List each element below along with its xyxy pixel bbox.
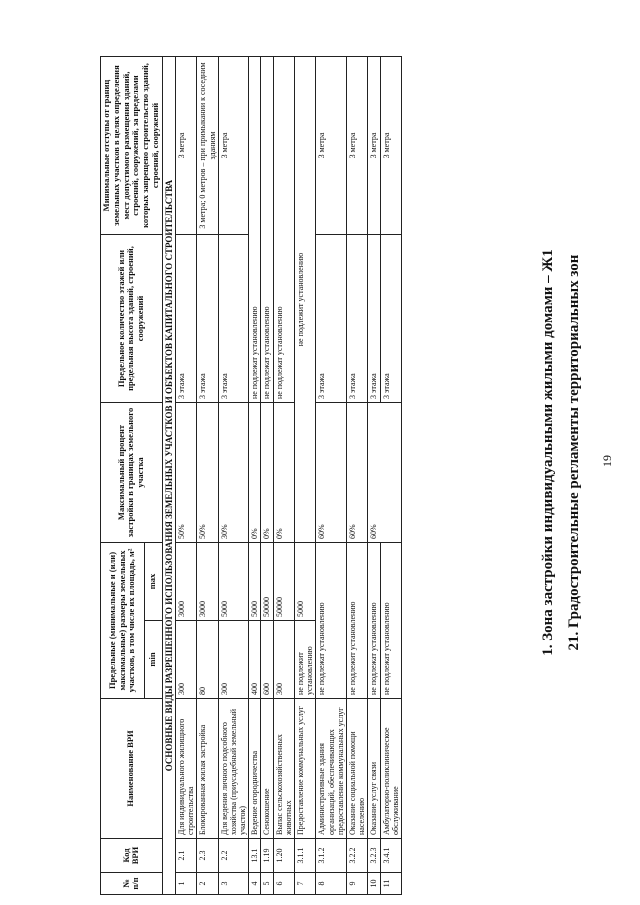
cell-floors-setback: не подлежат установлению: [261, 57, 273, 403]
col-sizes: Предельные (минимальные и (или) максимальные) размеры земельных участков, в том числе их площадь, м²: [101, 543, 145, 699]
table-row: [295, 57, 316, 895]
cell-max: 3000: [197, 543, 218, 621]
regulations-table: [100, 56, 402, 895]
cell-num: 6: [273, 873, 294, 895]
heading-regulations: 21. Градостроительные регламенты территориальных зон: [566, 254, 582, 651]
cell-name: Административные здания организаций, обеспечивающих предоставление коммунальных услуг: [316, 699, 347, 839]
cell-percent: 60%: [346, 403, 367, 543]
cell-name: Для ведения личного подсобного хозяйства (приусадебный земельный участок): [218, 699, 249, 839]
cell-min: 300: [175, 621, 196, 699]
cell-max: 5000: [249, 543, 261, 621]
col-max: max: [145, 543, 162, 621]
cell-code: 1.19: [261, 839, 273, 873]
cell-floors-setback: не подлежат установлению: [249, 57, 261, 403]
table-row: [316, 57, 347, 895]
header-row: [101, 57, 145, 895]
cell-percent-floors-setback: не подлежит установлению: [295, 57, 316, 543]
cell-code: 3.4.1: [380, 839, 401, 873]
cell-max: 50000: [261, 543, 273, 621]
cell-name: Сенокошение: [261, 699, 273, 839]
cell-min: 300: [273, 621, 294, 699]
cell-setback: 3 метра: [175, 57, 196, 235]
cell-code: 3.2.2: [346, 839, 367, 873]
cell-minmax: не подлежат установлению: [380, 543, 401, 699]
cell-min: 80: [197, 621, 218, 699]
cell-percent: 0%: [261, 403, 273, 543]
cell-percent: 50%: [175, 403, 196, 543]
cell-min: 300: [218, 621, 249, 699]
cell-floors: 3 этажа: [346, 235, 367, 403]
cell-percent: 60%: [316, 403, 347, 543]
cell-num: 11: [380, 873, 401, 895]
cell-num: 10: [368, 873, 380, 895]
col-setback: Минимальные отступы от границ земельных участков в целях определения мест допустимого размещения зданий, строений, сооружений, за пределами которых запрещено строительство зданий, строений, сооружений: [101, 57, 163, 235]
cell-code: 2.2: [218, 839, 249, 873]
cell-name: Амбулаторно-поликлиническое обслуживание: [380, 699, 401, 839]
cell-floors: 3 этажа: [197, 235, 218, 403]
cell-name: Блокированная жилая застройка: [197, 699, 218, 839]
cell-min: 600: [261, 621, 273, 699]
col-floors: Предельное количество этажей или предельная высота зданий, строений, сооружений: [101, 235, 163, 403]
col-name: Наименование ВРИ: [101, 699, 163, 839]
cell-setback: 3 метра; 0 метров – при примыкании к соседним зданиям: [197, 57, 218, 235]
cell-code: 3.1.2: [316, 839, 347, 873]
cell-code: 2.3: [197, 839, 218, 873]
cell-percent: 0%: [249, 403, 261, 543]
table-row: [175, 57, 196, 895]
cell-name: Оказание социальной помощи населению: [346, 699, 367, 839]
col-num: № п/п: [101, 873, 163, 895]
cell-setback: 3 метра: [218, 57, 249, 235]
cell-name: Предоставление коммунальных услуг: [295, 699, 316, 839]
cell-max: 3000: [175, 543, 196, 621]
cell-percent: 30%: [218, 403, 249, 543]
cell-name: Оказание услуг связи: [368, 699, 380, 839]
cell-max: 5000: [218, 543, 249, 621]
cell-floors: 3 этажа: [368, 235, 380, 403]
cell-percent: 60%: [368, 403, 402, 543]
col-code: Код ВРИ: [101, 839, 163, 873]
cell-setback: 3 метра: [380, 57, 401, 235]
cell-num: 1: [175, 873, 196, 895]
section-row: [162, 57, 175, 895]
cell-minmax: не подлежат установлению: [368, 543, 380, 699]
cell-num: 5: [261, 873, 273, 895]
table-row: [249, 57, 261, 895]
cell-num: 9: [346, 873, 367, 895]
table-row: [218, 57, 249, 895]
cell-num: 7: [295, 873, 316, 895]
cell-minmax: не подлежит установлению: [346, 543, 367, 699]
table-row: [261, 57, 273, 895]
heading-zone: 1. Зона застройки индивидуальными жилыми домами – Ж1: [540, 249, 556, 656]
cell-name: Ведение огородничества: [249, 699, 261, 839]
cell-code: 3.1.1: [295, 839, 316, 873]
cell-setback: 3 метра: [316, 57, 347, 235]
cell-minmax: не подлежат установлению: [316, 543, 347, 699]
cell-name: Выпас сельскохозяйственных животных: [273, 699, 294, 839]
cell-floors: 3 этажа: [380, 235, 401, 403]
table-row: [197, 57, 218, 895]
cell-setback: 3 метра: [368, 57, 380, 235]
table-row: [273, 57, 294, 895]
cell-floors: 3 этажа: [316, 235, 347, 403]
cell-floors: 3 этажа: [218, 235, 249, 403]
cell-min: не подлежит установлению: [295, 621, 316, 699]
cell-code: 2.1: [175, 839, 196, 873]
cell-floors-setback: не подлежат установлению: [273, 57, 294, 403]
table-row: [368, 57, 380, 895]
cell-setback: 3 метра: [346, 57, 367, 235]
cell-code: 3.2.3: [368, 839, 380, 873]
cell-code: 1.20: [273, 839, 294, 873]
cell-num: 4: [249, 873, 261, 895]
cell-max: 5000: [295, 543, 316, 621]
cell-num: 3: [218, 873, 249, 895]
section-title: ОСНОВНЫЕ ВИДЫ РАЗРЕШЕННОГО ИСПОЛЬЗОВАНИЯ ЗЕМЕЛЬНЫХ УЧАСТКОВ И ОБЪЕКТОВ КАПИТАЛЬНОГО СТРОИТЕЛЬСТВА: [162, 57, 175, 895]
page-number: 19: [600, 455, 614, 467]
cell-num: 8: [316, 873, 347, 895]
col-min: min: [145, 621, 162, 699]
cell-floors: 3 этажа: [175, 235, 196, 403]
cell-num: 2: [197, 873, 218, 895]
cell-name: Для индивидуального жилищного строительства: [175, 699, 196, 839]
table-row: [346, 57, 367, 895]
cell-percent: 50%: [197, 403, 218, 543]
cell-percent: 0%: [273, 403, 294, 543]
cell-min: 400: [249, 621, 261, 699]
cell-code: 13.1: [249, 839, 261, 873]
cell-max: 50000: [273, 543, 294, 621]
col-percent: Максимальный процент застройки в границах земельного участка: [101, 403, 163, 543]
